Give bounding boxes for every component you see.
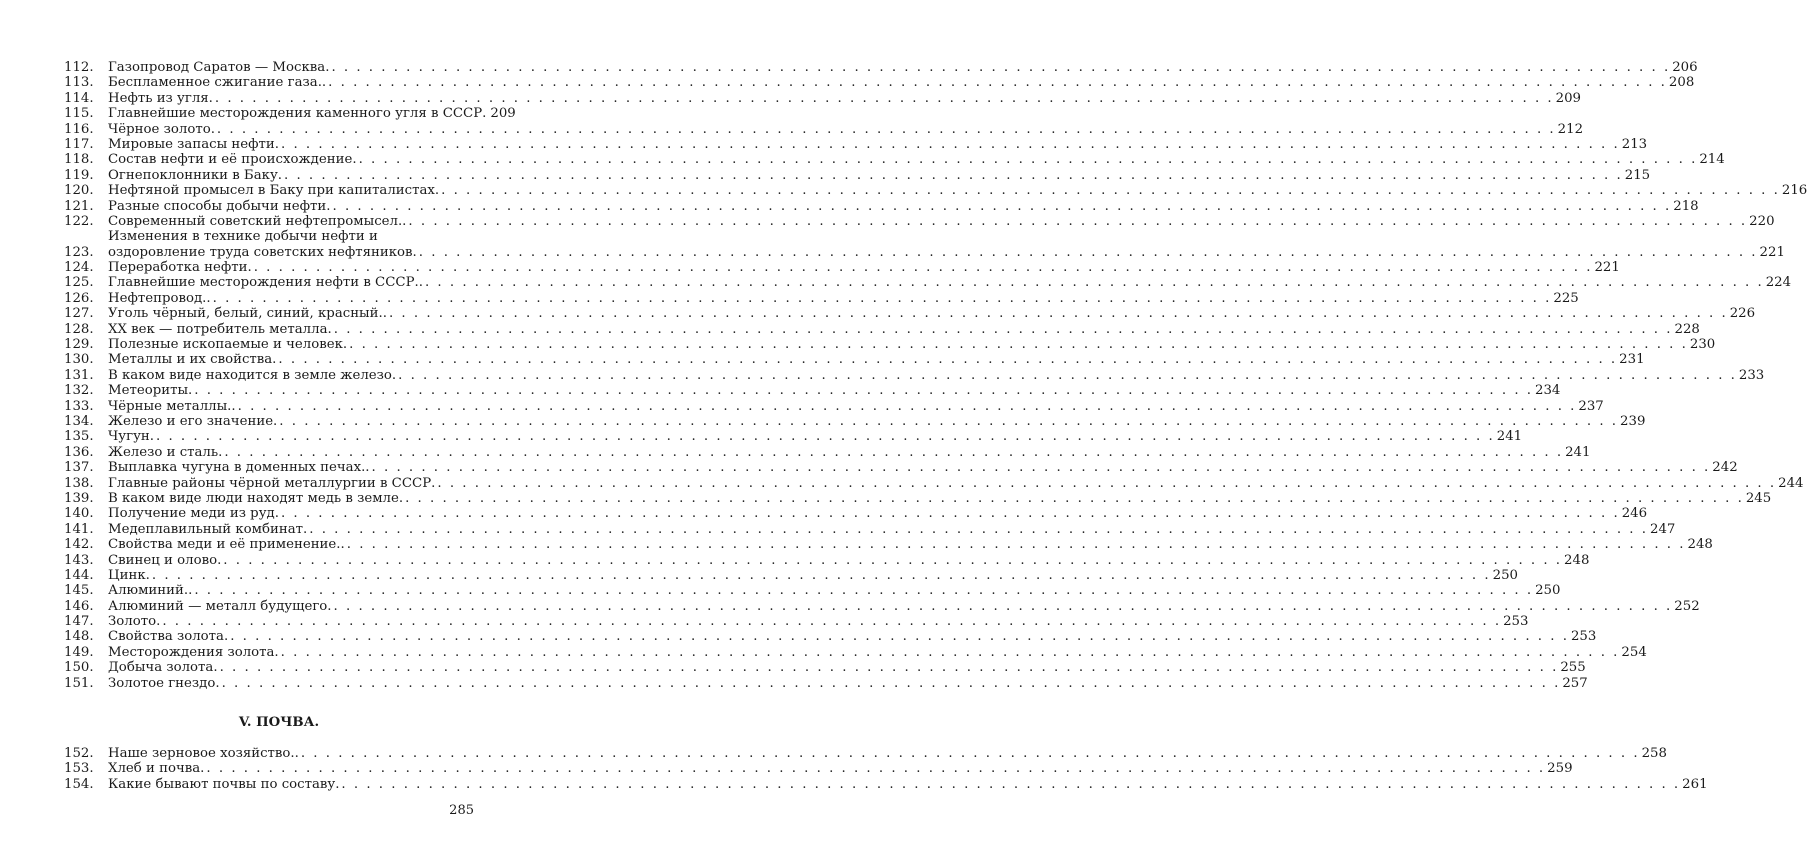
leader-dots: [223, 553, 1562, 568]
toc-entry-page: 241: [1496, 429, 1523, 445]
toc-entry-page: 221: [1759, 244, 1785, 260]
toc-entry-page: 213: [1621, 136, 1648, 152]
toc-entry-page: 221: [1594, 260, 1620, 276]
toc-entry: [64, 183, 1807, 199]
toc-entry: [64, 444, 1591, 460]
toc-entry: [64, 213, 1775, 229]
toc-entry-page: 248: [1564, 552, 1590, 568]
leader-dots: [334, 322, 1673, 337]
toc-entry-number: 114.: [64, 90, 94, 106]
toc-entry-title: Золото.: [108, 614, 161, 630]
toc-entry-number: 133.: [64, 398, 94, 414]
toc-entry-number: 154.: [64, 776, 94, 792]
toc-entry: [64, 198, 1699, 214]
toc-entry-page: 225: [1553, 290, 1579, 306]
leader-dots: [156, 429, 1495, 444]
toc-entry-number: 117.: [64, 136, 94, 152]
leader-dots: [213, 291, 1552, 306]
toc-entry-page: 239: [1620, 413, 1646, 429]
toc-entry-page: 245: [1745, 490, 1772, 506]
leader-dots: [281, 506, 1620, 521]
leader-dots: [254, 260, 1593, 275]
toc-entry-page: 250: [1492, 567, 1518, 583]
toc-entry-page: 215: [1624, 167, 1651, 183]
toc-entry-page: 212: [1557, 121, 1584, 137]
toc-entry-number: 127.: [64, 306, 94, 322]
leader-dots: [349, 337, 1688, 352]
toc-entry: [64, 352, 1645, 368]
toc-entry-page: 209: [490, 106, 516, 122]
toc-entry-title: Главнейшие месторождения нефти в СССР..: [108, 275, 423, 291]
toc-entry: [64, 506, 1648, 522]
toc-entry-title: Железо и его значение.: [108, 413, 278, 429]
toc-entry: [64, 413, 1646, 429]
toc-entry-number: 134.: [64, 413, 94, 429]
leader-dots: [408, 214, 1747, 229]
toc-entry-number: 126.: [64, 290, 94, 306]
leader-dots: [425, 275, 1764, 290]
toc-entry-page: 228: [1674, 321, 1700, 337]
toc-entry-number: 143.: [64, 552, 94, 568]
toc-entry-number: 112.: [64, 60, 94, 75]
toc-entry-page: 216: [1781, 183, 1807, 199]
toc-entry: [64, 367, 1765, 383]
leader-dots: [152, 568, 1491, 583]
toc-entry-number: 121.: [64, 198, 94, 214]
leader-dots: [331, 60, 1670, 75]
toc-entry-page: 253: [1503, 614, 1529, 630]
toc-entry-number: 138.: [64, 475, 94, 491]
toc-entry-number: 125.: [64, 275, 94, 291]
toc-entry-number: 142.: [64, 537, 94, 553]
leader-dots: [278, 352, 1617, 367]
leader-dots: [224, 445, 1563, 460]
toc-entry-number: 139.: [64, 490, 94, 506]
toc-entry-title: Цинк.: [108, 567, 150, 583]
toc-entry-number: 148.: [64, 629, 94, 645]
toc-entry-title: В каком виде люди находят медь в земле.: [108, 490, 404, 506]
toc-entry-title: Нефть из угля.: [108, 90, 213, 106]
toc-entry: [64, 398, 1604, 414]
toc-entry-number: 122.: [64, 213, 94, 229]
leader-dots: [347, 537, 1686, 552]
toc-entry-number: 153.: [64, 761, 94, 777]
toc-entry: [64, 460, 1738, 476]
toc-entry-title: Алюминий..: [108, 583, 193, 599]
toc-entry-number: 124.: [64, 260, 94, 276]
toc-entry-title: Нефтепровод..: [108, 290, 211, 306]
toc-entry-title-line1: Изменения в технике добычи нефти и: [108, 229, 378, 245]
leader-dots: [333, 199, 1672, 214]
toc-entry-title-line2: оздоровление труда советских нефтяников.: [108, 244, 417, 260]
toc-entry-page: 247: [1650, 521, 1676, 537]
toc-entry-page: 254: [1621, 644, 1647, 660]
toc-entry: [64, 75, 1695, 91]
toc-entry-page: 208: [1668, 75, 1695, 91]
toc-entry: [64, 290, 1579, 306]
toc-entry-number: 131.: [64, 367, 94, 383]
toc-entry: [64, 136, 1648, 152]
toc-entry-page: 252: [1674, 598, 1700, 614]
leader-dots: [398, 368, 1737, 383]
toc-entry: [64, 321, 1700, 337]
toc-entry: [64, 275, 1792, 291]
table-of-contents: [64, 60, 1807, 792]
toc-entry-title: Переработка нефти.: [108, 260, 252, 276]
toc-entry-number: 141.: [64, 521, 94, 537]
toc-entry-title: Разные способы добычи нефти.: [108, 198, 331, 214]
toc-entry-title: Беспламенное сжигание газа..: [108, 75, 327, 91]
toc-entry: [64, 567, 1518, 583]
leader-dots: [441, 183, 1780, 198]
leader-dots: [162, 614, 1501, 629]
toc-entry-page: 250: [1535, 583, 1561, 599]
toc-entry-number: 120.: [64, 183, 94, 199]
leader-dots: [230, 629, 1569, 644]
toc-entry: [64, 537, 1713, 553]
toc-entry: [64, 121, 1584, 137]
leader-dots: [437, 476, 1776, 491]
toc-entry-number: 113.: [64, 75, 94, 91]
toc-entry-title: Свойства золота.: [108, 629, 229, 645]
toc-entry-page: 248: [1687, 537, 1713, 553]
toc-list-b: [64, 260, 1804, 691]
toc-entry: [64, 306, 1756, 322]
toc-entry: [64, 776, 1708, 792]
toc-entry: [64, 746, 1667, 762]
toc-entry-number: 144.: [64, 567, 94, 583]
leader-dots: [389, 306, 1728, 321]
toc-entry-title: Металлы и их свойства.: [108, 352, 277, 368]
leader-dots: [419, 245, 1758, 260]
toc-entry-page: 241: [1565, 444, 1591, 460]
toc-entry: [64, 629, 1597, 645]
toc-entry-page: 244: [1778, 475, 1804, 491]
toc-entry: [64, 90, 1582, 106]
leader-dots: [301, 746, 1640, 761]
toc-entry: [64, 383, 1561, 399]
toc-entry: [64, 229, 1785, 260]
toc-entry-number: 149.: [64, 644, 94, 660]
toc-entry-title: Главные районы чёрной металлургии в СССР.: [108, 475, 436, 491]
toc-entry-page: 253: [1570, 629, 1597, 645]
toc-entry-page: 224: [1765, 275, 1792, 291]
toc-entry-page: 230: [1689, 337, 1716, 353]
toc-entry-page: 233: [1738, 367, 1765, 383]
toc-entry-title: Наше зерновое хозяйство..: [108, 746, 299, 762]
toc-entry-number: 115.: [64, 106, 94, 122]
section-heading: V. ПОЧВА.: [238, 715, 320, 731]
toc-entry-number: 140.: [64, 506, 94, 522]
toc-entry-page: 234: [1535, 383, 1561, 399]
toc-entry-page: 259: [1547, 761, 1573, 777]
leader-dots: [194, 583, 1533, 598]
toc-entry-number: 116.: [64, 121, 94, 137]
toc-entry-number: 145.: [64, 583, 94, 599]
toc-entry-page: 261: [1682, 776, 1708, 792]
toc-entry-number: 129.: [64, 337, 94, 353]
toc-entry-title: В каком виде находится в земле железо.: [108, 367, 397, 383]
toc-entry: [64, 614, 1529, 630]
toc-entry-number: 132.: [64, 383, 94, 399]
leader-dots: [328, 75, 1667, 90]
toc-entry: [64, 152, 1725, 168]
toc-entry-page: 218: [1673, 198, 1699, 214]
toc-entry-page: 237: [1578, 398, 1604, 414]
toc-entry-number: 137.: [64, 460, 94, 476]
toc-entry-title: Выплавка чугуна в доменных печах..: [108, 460, 370, 476]
toc-entry-number: 152.: [64, 746, 94, 762]
toc-entry-number: 146.: [64, 598, 94, 614]
leader-dots: [220, 660, 1559, 675]
toc-entry-page: 231: [1619, 352, 1645, 368]
leader-dots: [359, 152, 1698, 167]
toc-entry-page: 226: [1729, 306, 1756, 322]
toc-list-c: [64, 746, 1708, 792]
toc-entry-number: 130.: [64, 352, 94, 368]
leader-dots: [284, 168, 1623, 183]
toc-entry: [64, 490, 1772, 506]
toc-entry-title: Уголь чёрный, белый, синий, красный..: [108, 306, 387, 322]
toc-entry-page: 206: [1672, 60, 1698, 75]
toc-entry-page: 220: [1749, 213, 1775, 229]
toc-entry-number: 128.: [64, 321, 94, 337]
toc-entry: [64, 583, 1561, 599]
toc-entry: [64, 106, 516, 122]
toc-entry-page: 255: [1560, 660, 1586, 676]
toc-entry-page: 246: [1621, 506, 1648, 522]
toc-entry: [64, 521, 1676, 537]
toc-entry-number: 136.: [64, 444, 94, 460]
toc-entry: [64, 761, 1573, 777]
toc-entry-title: Полезные ископаемые и человек.: [108, 337, 348, 353]
toc-entry-title: Добыча золота.: [108, 660, 218, 676]
toc-entry-title: Газопровод Саратов — Москва.: [108, 60, 330, 75]
leader-dots: [206, 761, 1545, 776]
toc-entry-title: Получение меди из руд.: [108, 506, 279, 522]
leader-dots: [194, 383, 1533, 398]
toc-list-a: [64, 60, 1807, 229]
leader-dots: [222, 676, 1561, 691]
toc-entry: [64, 260, 1620, 276]
toc-entry-title: Мировые запасы нефти.: [108, 136, 279, 152]
toc-entry-title: Свойства меди и её применение..: [108, 537, 345, 553]
leader-dots: [341, 777, 1680, 792]
toc-entry-number: 118.: [64, 152, 94, 168]
toc-entry: [64, 660, 1586, 676]
toc-entry-number: 147.: [64, 614, 94, 630]
toc-entry-number: 151.: [64, 675, 94, 691]
toc-entry-title: Чёрные металлы..: [108, 398, 236, 414]
toc-entry-number: 135.: [64, 429, 94, 445]
toc-entry-page: 209: [1555, 90, 1582, 106]
toc-entry-title: Железо и сталь.: [108, 444, 223, 460]
leader-dots: [372, 460, 1711, 475]
toc-entry-title: Метеориты.: [108, 383, 193, 399]
toc-entry-title: Хлеб и почва.: [108, 761, 205, 777]
toc-entry-title: Медеплавильный комбинат.: [108, 521, 308, 537]
leader-dots: [405, 491, 1744, 506]
toc-entry: [64, 598, 1700, 614]
toc-entry-number: 119.: [64, 167, 94, 183]
leader-dots: [309, 522, 1648, 537]
toc-entry-number: 150.: [64, 660, 94, 676]
leader-dots: [334, 599, 1673, 614]
leader-dots: [279, 414, 1618, 429]
toc-entry: [64, 167, 1651, 183]
toc-entry-title: Золотое гнездо.: [108, 675, 220, 691]
leader-dots: [215, 91, 1554, 106]
page-number: 285: [449, 803, 474, 818]
toc-entry-title: Свинец и олово.: [108, 552, 222, 568]
toc-entry-title: Главнейшие месторождения каменного угля в СССР.: [108, 106, 487, 122]
toc-entry-title: Месторождения золота.: [108, 644, 279, 660]
toc-entry-page: 258: [1641, 746, 1667, 762]
leader-dots: [238, 399, 1577, 414]
toc-entry-page: 242: [1712, 460, 1738, 476]
toc-entry: [64, 429, 1523, 445]
toc-entry-title: Нефтяной промысел в Баку при капиталистах.: [108, 183, 440, 199]
toc-entry-title: XX век — потребитель металла.: [108, 321, 332, 337]
leader-dots: [281, 137, 1620, 152]
toc-entry: [64, 60, 1698, 75]
toc-entry-title: Алюминий — металл будущего.: [108, 598, 332, 614]
toc-entry-page: 257: [1562, 675, 1588, 691]
toc-entry: [64, 475, 1804, 491]
toc-entry-number: 123.: [64, 244, 94, 260]
toc-entry-title: Чугун.: [108, 429, 154, 445]
toc-entry: [64, 675, 1588, 691]
toc-entry: [64, 644, 1647, 660]
toc-entry-title: Огнепоклонники в Баку.: [108, 167, 282, 183]
toc-entry: [64, 337, 1716, 353]
leader-dots: [217, 122, 1556, 137]
toc-entry-page: 214: [1699, 152, 1725, 168]
toc-entry-title: Какие бывают почвы по составу.: [108, 776, 340, 792]
toc-entry: [64, 552, 1590, 568]
toc-entry-title: Чёрное золото.: [108, 121, 215, 137]
toc-entry-title: Современный советский нефтепромысел..: [108, 213, 407, 229]
leader-dots: [281, 645, 1620, 660]
toc-entry-title: Состав нефти и её происхождение.: [108, 152, 357, 168]
